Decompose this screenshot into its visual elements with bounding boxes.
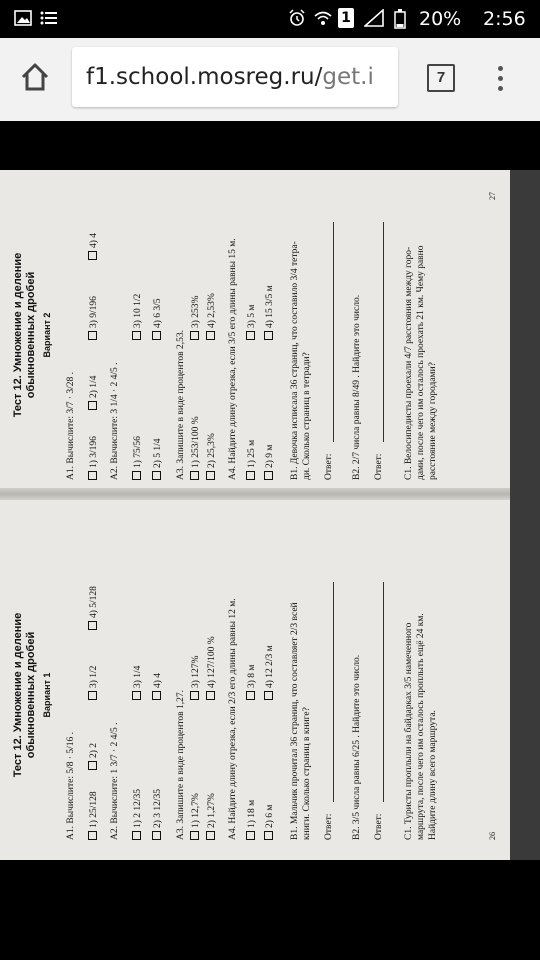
option-label: 1) 25 м bbox=[247, 439, 257, 468]
question-a2: А2. Вычислите: 1 3/7 · 2 4/5 . bbox=[110, 722, 120, 840]
answer-line-b2 bbox=[383, 582, 384, 802]
signal-icon bbox=[364, 9, 384, 32]
checkbox-square bbox=[132, 331, 141, 340]
option-a4-2 bbox=[264, 805, 276, 840]
photo-edge bbox=[510, 170, 540, 860]
option-a1-1 bbox=[88, 436, 100, 480]
option-a4-1 bbox=[246, 440, 258, 480]
option-a3-1 bbox=[190, 793, 202, 840]
option-a3-3 bbox=[190, 296, 202, 340]
checkbox-square bbox=[264, 331, 273, 340]
page-title-line1: Тест 12. Умножение и деление bbox=[12, 612, 24, 778]
option-a2-3 bbox=[132, 294, 144, 340]
option-label: 1) 2 12/35 bbox=[133, 788, 143, 828]
option-label: 3) 127% bbox=[191, 655, 201, 688]
option-label: 4) 2,53% bbox=[207, 293, 217, 328]
question-c1-line2: маршрута, после чего им осталось проплыть ещё 24 км. bbox=[416, 613, 426, 840]
checkbox-square bbox=[152, 831, 161, 840]
checkbox-square bbox=[88, 331, 97, 340]
option-label: 3) 9/196 bbox=[89, 296, 99, 328]
checkbox-square bbox=[132, 471, 141, 480]
checkbox-square bbox=[88, 251, 97, 260]
question-a2: А2. Вычислите: 3 1/4 · 2 4/5 . bbox=[110, 362, 120, 480]
question-b1-line1: В1. Мальчик прочитал 36 страниц, что составляет 2/3 всей bbox=[290, 602, 300, 840]
page-number: 27 bbox=[488, 192, 497, 200]
answer-label-b1: Ответ: bbox=[324, 813, 334, 840]
checkbox-square bbox=[88, 691, 97, 700]
browser-toolbar bbox=[0, 38, 540, 121]
option-label: 2) 9 м bbox=[265, 444, 275, 468]
answer-line-b2 bbox=[383, 222, 384, 442]
rotated-pages bbox=[0, 170, 510, 860]
variant-label: Вариант 1 bbox=[42, 672, 52, 718]
option-label: 1) 18 м bbox=[247, 799, 257, 828]
option-a1-1 bbox=[88, 791, 100, 840]
url-main: f1.school.mosreg.ru/ bbox=[86, 64, 323, 90]
question-b2: В2. 3/5 числа равны 6/25 . Найдите это число. bbox=[352, 654, 362, 840]
checkbox-square bbox=[190, 331, 199, 340]
checkbox-square bbox=[190, 471, 199, 480]
checkbox-square bbox=[264, 691, 273, 700]
question-b2: В2. 2/7 числа равны 8/49 . Найдите это число. bbox=[352, 294, 362, 480]
bottom-blank bbox=[0, 911, 540, 960]
option-label: 2) 2 bbox=[89, 742, 99, 758]
answer-line-b1 bbox=[333, 222, 334, 442]
checkbox-square bbox=[132, 831, 141, 840]
option-label: 1) 253/100 % bbox=[191, 416, 201, 468]
option-a2-1 bbox=[132, 436, 144, 480]
option-a3-2 bbox=[206, 433, 218, 480]
option-label: 2) 6 м bbox=[265, 804, 275, 828]
option-a2-4 bbox=[152, 298, 164, 340]
checkbox-square bbox=[246, 471, 255, 480]
checkbox-square bbox=[246, 831, 255, 840]
battery-icon bbox=[394, 9, 406, 34]
option-label: 4) 4 bbox=[153, 672, 163, 688]
checkbox-square bbox=[88, 471, 97, 480]
option-label: 1) 12,7% bbox=[191, 793, 201, 828]
option-a1-2 bbox=[88, 743, 100, 770]
page-title-line2: обыкновенных дробей bbox=[25, 271, 37, 399]
option-a2-2 bbox=[152, 438, 164, 480]
option-label: 3) 253% bbox=[191, 295, 201, 328]
checkbox-square bbox=[206, 831, 215, 840]
notification-count-badge: 1 bbox=[338, 8, 354, 28]
answer-label-b2: Ответ: bbox=[374, 813, 384, 840]
question-c1-line1: С1. Туристы проплыли на байдарках 3/5 намеченного bbox=[404, 622, 414, 840]
question-c1-line2: дами, после чего им осталось проехать 21 км. Чему равно bbox=[416, 245, 426, 480]
page-number: 26 bbox=[488, 832, 497, 840]
checkbox-square bbox=[152, 331, 161, 340]
question-a3: А3. Запишите в виде процентов 2,53. bbox=[176, 330, 186, 480]
checkbox-square bbox=[206, 471, 215, 480]
answer-label-b1: Ответ: bbox=[324, 453, 334, 480]
option-a4-1 bbox=[246, 800, 258, 840]
checkbox-square bbox=[88, 401, 97, 410]
question-a4: А4. Найдите длину отрезка, если 3/5 его длины равны 15 м. bbox=[228, 238, 238, 480]
checkbox-square bbox=[246, 331, 255, 340]
option-label: 2) 3 12/35 bbox=[153, 788, 163, 828]
option-label: 2) 5 1/4 bbox=[153, 438, 163, 468]
checkbox-square bbox=[206, 331, 215, 340]
option-a2-4 bbox=[152, 673, 164, 700]
option-label: 3) 1/4 bbox=[133, 665, 143, 688]
option-a4-3 bbox=[246, 665, 258, 700]
checkbox-square bbox=[152, 691, 161, 700]
checkbox-square bbox=[264, 471, 273, 480]
checkbox-square bbox=[246, 691, 255, 700]
question-c1-line1: С1. Велосипедисты проехали 4/7 расстояния между горо- bbox=[404, 246, 414, 480]
home-icon bbox=[18, 60, 52, 94]
option-a2-3 bbox=[132, 666, 144, 700]
question-a1: А1. Вычислите: 3/7 · 3/28 . bbox=[66, 371, 76, 480]
option-a3-4 bbox=[206, 636, 218, 700]
page-content bbox=[0, 121, 540, 911]
variant-label: Вариант 2 bbox=[42, 312, 52, 358]
option-label: 3) 8 м bbox=[247, 664, 257, 688]
checkbox-square bbox=[132, 691, 141, 700]
option-label: 3) 10 1/2 bbox=[133, 293, 143, 328]
checkbox-square bbox=[190, 691, 199, 700]
answer-label-b2: Ответ: bbox=[374, 453, 384, 480]
page-title-line2: обыкновенных дробей bbox=[25, 631, 37, 759]
option-label: 1) 25/128 bbox=[89, 791, 99, 828]
option-label: 4) 4 bbox=[89, 232, 99, 248]
question-a4: А4. Найдите длину отрезка, если 2/3 его длины равны 12 м. bbox=[228, 598, 238, 840]
status-bar bbox=[0, 0, 540, 38]
textbook-photo[interactable] bbox=[0, 170, 540, 860]
question-b1-line2: ди. Сколько страниц в тетради? bbox=[302, 352, 312, 480]
option-label: 2) 1/4 bbox=[89, 375, 99, 398]
page-variant-1 bbox=[0, 515, 510, 860]
option-label: 1) 75/56 bbox=[133, 436, 143, 468]
option-label: 4) 12 2/3 м bbox=[265, 645, 275, 688]
checkbox-square bbox=[88, 831, 97, 840]
option-a1-3 bbox=[88, 296, 100, 340]
wifi-icon bbox=[314, 9, 332, 32]
option-a1-4 bbox=[88, 586, 100, 630]
option-label: 2) 25,3% bbox=[207, 433, 217, 468]
option-a3-2 bbox=[206, 793, 218, 840]
option-a1-2 bbox=[88, 376, 100, 410]
option-label: 4) 6 3/5 bbox=[153, 298, 163, 328]
battery-percent: 20% bbox=[419, 8, 462, 30]
option-label: 4) 127/100 % bbox=[207, 636, 217, 688]
option-a4-4 bbox=[264, 645, 276, 700]
option-a3-4 bbox=[206, 293, 218, 340]
option-label: 2) 1,27% bbox=[207, 793, 217, 828]
option-label: 3) 5 м bbox=[247, 304, 257, 328]
option-label: 3) 1/2 bbox=[89, 665, 99, 688]
checkbox-square bbox=[206, 691, 215, 700]
option-a3-1 bbox=[190, 416, 202, 480]
checkbox-square bbox=[190, 831, 199, 840]
question-b1-line1: В1. Девочка исписала 36 страниц, что составило 3/4 тетра- bbox=[290, 241, 300, 480]
menu-notification-icon bbox=[40, 9, 58, 32]
status-time: 2:56 bbox=[483, 8, 526, 30]
answer-line-b1 bbox=[333, 582, 334, 802]
option-label: 4) 5/128 bbox=[89, 586, 99, 618]
option-a4-3 bbox=[246, 305, 258, 340]
address-bar[interactable] bbox=[72, 47, 398, 107]
home-button[interactable] bbox=[18, 60, 52, 94]
checkbox-square bbox=[88, 761, 97, 770]
checkbox-square bbox=[152, 471, 161, 480]
overflow-menu-icon[interactable] bbox=[497, 66, 505, 96]
option-a1-4 bbox=[88, 233, 100, 260]
question-c1-line3: расстояние между городами? bbox=[428, 362, 438, 480]
image-notification-icon bbox=[14, 9, 32, 32]
option-a3-3 bbox=[190, 656, 202, 700]
option-a4-4 bbox=[264, 285, 276, 340]
option-a4-2 bbox=[264, 445, 276, 480]
checkbox-square bbox=[264, 831, 273, 840]
option-a2-1 bbox=[132, 789, 144, 840]
page-variant-2 bbox=[0, 170, 510, 500]
tab-switcher-button[interactable]: 7 bbox=[427, 64, 455, 92]
question-a1: А1. Вычислите: 5/8 · 5/16 . bbox=[66, 731, 76, 840]
alarm-icon bbox=[288, 9, 306, 32]
option-a2-2 bbox=[152, 789, 164, 840]
url-text bbox=[86, 63, 374, 91]
question-c1-line3: Найдите длину всего маршрута. bbox=[428, 710, 438, 840]
option-label: 1) 3/196 bbox=[89, 436, 99, 468]
option-a1-3 bbox=[88, 666, 100, 700]
checkbox-square bbox=[88, 621, 97, 630]
question-b1-line2: книги. Сколько страниц в книге? bbox=[302, 707, 312, 840]
url-faded: get.i bbox=[322, 64, 374, 90]
question-a3: А3. Запишите в виде процентов 1,27. bbox=[176, 690, 186, 840]
page-title-line1: Тест 12. Умножение и деление bbox=[12, 252, 24, 418]
option-label: 4) 15 3/5 м bbox=[265, 285, 275, 328]
